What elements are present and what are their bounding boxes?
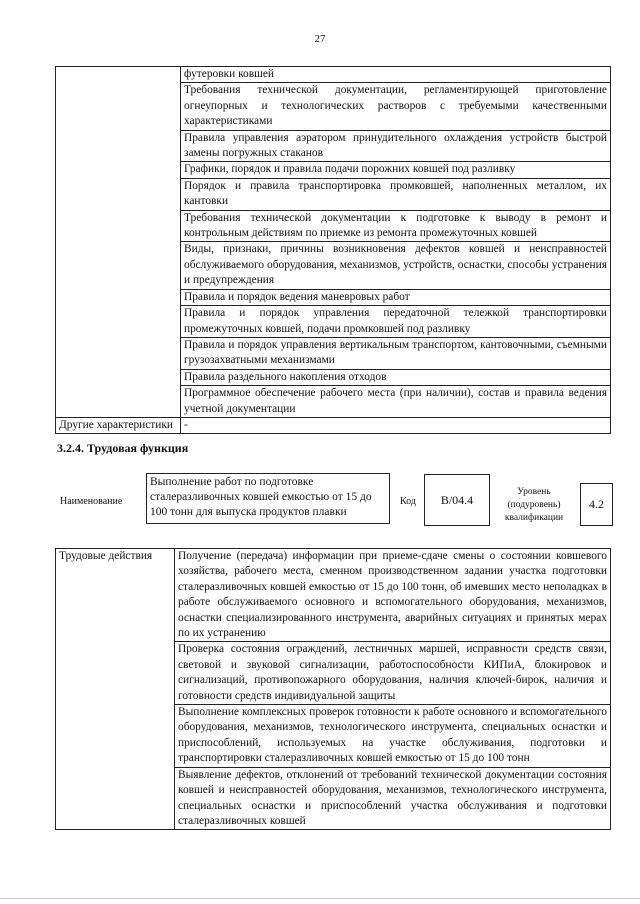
table-cell: Выполнение комплексных проверок готовности к работе основного и вспомогательного оборудования, механизмов, технологического инструмента, специальных оснастки и приспособлений, используемых на участке обслуживания, подготовки и транспортировки сталеразливочных ковшей емкостью от 15 до 100 тонн <box>175 705 611 768</box>
table-cell: Правила раздельного накопления отходов <box>181 369 611 385</box>
labor-actions-table <box>55 548 611 830</box>
scan-edge-divider <box>0 898 640 899</box>
labor-actions-label: Трудовые действия <box>56 549 175 830</box>
other-characteristics-label: Другие характеристики <box>56 417 181 433</box>
code-value-box: B/04.4 <box>424 474 490 526</box>
page-number: 27 <box>314 33 326 45</box>
table-cell: Проверка состояния ограждений, лестничных маршей, исправности средств связи, световой и звуковой сигнализации, работоспособности КИПиА, блокировок и сигнализаций, противопожарного оборудования, наличия ключей-бирок, наличия и готовности средств индивидуальной защиты <box>175 642 611 705</box>
function-name-box: Выполнение работ по подготовке сталеразливочных ковшей емкостью от 15 до 100 тонн для выпуска продуктов плавки <box>146 473 390 524</box>
knowledge-table <box>55 66 611 434</box>
section-heading: 3.2.4. Трудовая функция <box>57 441 189 455</box>
code-label: Код <box>400 496 416 507</box>
table-cell: Получение (передача) информации при приеме-сдаче смены о состоянии ковшевого хозяйства, рабочего места, сменном производственном задании участка подготовки сталеразливочных ковшей емкостью от 15 до 100 тонн, об имевших место неполадках в работе обслуживаемого основного и вспомогательного оборудования, механизмов, оснастки специализированного инструмента, аварийных ситуациях и принятых мерах по их устранению <box>175 549 611 642</box>
table-cell: Программное обеспечение рабочего места (при наличии), состав и правила ведения учетной документации <box>181 386 611 418</box>
table-row <box>56 417 611 433</box>
table-cell: Правила управления аэратором принудительного охлаждения устройств быстрой замены погружных стаканов <box>181 130 611 162</box>
table-cell: Выявление дефектов, отклонений от требований технической документации состояния ковшей и неисправностей оборудования, механизмов, технологического инструмента, специальных оснастки и приспособлений участка обслуживания и подготовки сталеразливочных ковшей <box>175 767 611 830</box>
table-cell: Требования технической документации к подготовке к выводу в ремонт и контрольным действиям по приемке из ремонта промежуточных ковшей <box>181 210 611 242</box>
other-characteristics-value: - <box>181 417 611 433</box>
table-cell: Правила и порядок управления вертикальным транспортом, кантовочными, съемными грузозахватными механизмами <box>181 337 611 369</box>
table-cell: Правила и порядок ведения маневровых работ <box>181 289 611 305</box>
table-cell: Порядок и правила транспортировка промковшей, наполненных металлом, их кантовки <box>181 178 611 210</box>
table-cell: футеровки ковшей <box>181 67 611 83</box>
level-label: Уровень (подуровень) квалификации <box>504 487 564 523</box>
name-label: Наименование <box>60 496 123 507</box>
level-value-box: 4.2 <box>580 483 613 526</box>
table-cell: Требования технической документации, регламентирующей приготовление огнеупорных и технологических растворов с требуемыми качественными характеристиками <box>181 83 611 130</box>
knowledge-label-cell <box>56 67 181 418</box>
table-row <box>56 549 611 642</box>
table-cell: Графики, порядок и правила подачи порожних ковшей под разливку <box>181 162 611 178</box>
table-row <box>56 67 611 83</box>
table-cell: Виды, признаки, причины возникновения дефектов ковшей и неисправностей обслуживаемого оборудования, механизмов, устройств, оснастки, способы устранения и предупреждения <box>181 242 611 289</box>
table-cell: Правила и порядок управления передаточной тележкой транспортировки промежуточных ковшей, подачи промковшей под разливку <box>181 306 611 338</box>
